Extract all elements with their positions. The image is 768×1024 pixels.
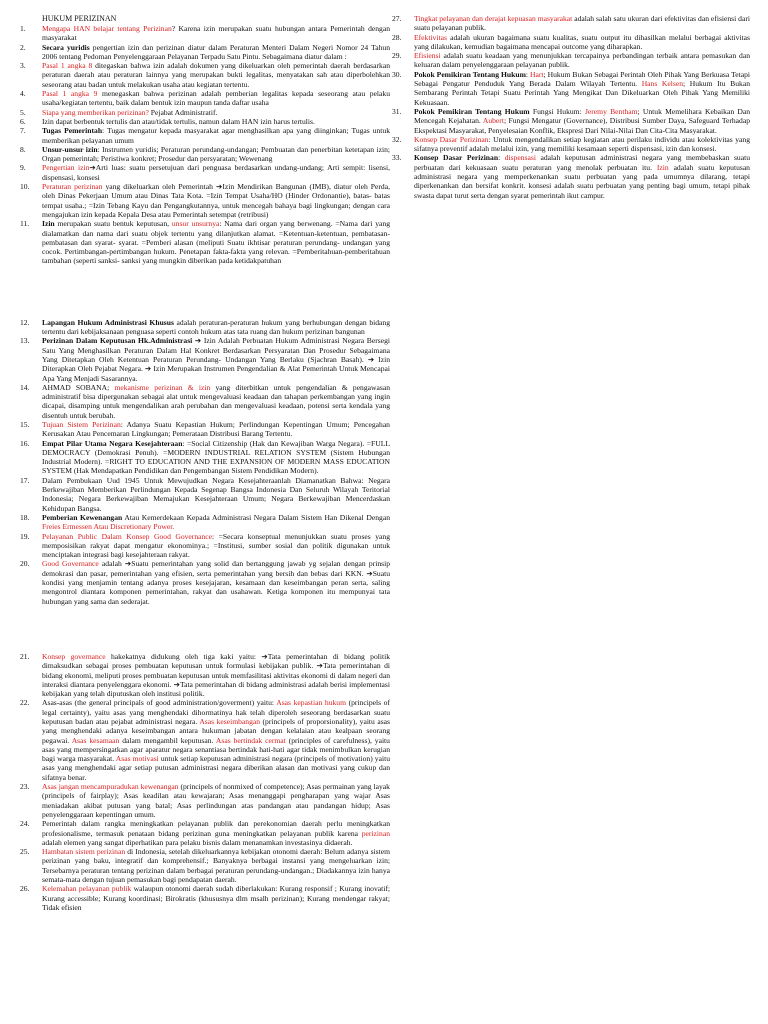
text-run: adalah suatu keputusan administrasi negara yang memperkenankan suatu perbuatan yang pada umumnya dilarang, tetapi diperkenankan dan bersifat konkrit. konsesi adalah suatu perbuatan yang penting bagi umum, tetapi pihak swasta dapat turut serta dengan syarat pemerintah ikut campur.: [414, 162, 750, 200]
text-run: ? Karena izin merupakan suatu hubungan antara Pemerintah dengan masyarakat: [42, 24, 391, 43]
item-number: 11.: [20, 219, 30, 229]
highlighted-term: Peraturan perizinan: [42, 182, 103, 192]
item-number: 21.: [20, 651, 30, 661]
item-text: [42, 117, 390, 126]
text-run: ditegaskan bahwa izin adalah dokumen yang dikeluarkan oleh pemerintah daerah berdasarkan peraturan daerah atau peraturan lainnya yang merupakan bukti legalitas, menyatakan sah atau diperbolehkan seseorang atau badan untuk melakukan usaha atau kegiatan tertentu.: [42, 61, 390, 89]
item-text: [414, 135, 750, 154]
text-run: hakekatnya didukung oleh tiga kaki yaitu: ➔Tata pemerintahan di bidang politik dimaksudkan sebagai proses pembuatan keputusan untuk formulasi kebijakan publik. ➔Tata pemerintahan di bidang ekonomi, meliputi proses pembuatan keputusan untuk memfasilitasi aktivitas ekonomi di dalam negeri dan interaksi diantara penyelenggara ekonomi. ➔Tata pemerintahan di bidang administrasi adalah berisi implementasi kebijakan yang telah diputuskan oleh institusi politik.: [42, 651, 391, 699]
right-column: [392, 14, 750, 200]
item-text: [42, 43, 390, 62]
item-number: 15.: [20, 419, 30, 429]
item-number: 25.: [20, 847, 30, 857]
item-number: 4.: [20, 89, 26, 99]
list-item: [20, 61, 390, 89]
text-run: menegaskan bahwa perizinan adalah pemberian legalitas kepada seseorang atau pelaku usaha/kegiatan tertentu, baik dalam bentuk izin maupun tanda daftar usaha: [42, 89, 390, 108]
list-item: [392, 51, 750, 70]
bold-term: Unsur-unsur izin: [42, 144, 98, 154]
text-run: adalah ukuran bagaimana suatu kualitas, suatu output itu dihasilkan melalui berbagai aktivitas yang dilakukan, kemudian bagaimana mencapai outcome yang diharapkan.: [414, 32, 750, 51]
item-text: [414, 14, 750, 33]
list-item: [20, 383, 390, 420]
item-number: 2.: [20, 42, 26, 52]
text-run: : =Secara konseptual menunjukkan suatu proses yang memposisikan rakyat dapat mengatur ekonominya.; =Institusi, sumber sosial dan politik digunakan untuk menciptakan integrasi bagi kesejahteraan rakyat.: [42, 531, 390, 560]
item-text: [42, 219, 390, 265]
text-run: di Indonesia, setelah dikeluarkannya kebijakan otonomi daerah: Belum adanya sistem perizinan yang baku, integratif dan komprehensif.; Banyaknya berbagai instansi yang mengeluarkan izin; Tersebarnya peraturan tentang perizinan dalam berbagai peraturan perundang-undangan.; Diadakannya izin hanya semata-mata dengan tujuan pemasukan bagi pendapatan daerah.: [42, 847, 390, 885]
list-item: [20, 532, 390, 560]
item-number: 5.: [20, 107, 26, 117]
item-text: [42, 383, 390, 420]
text-run: :: [525, 69, 531, 79]
item-text: [42, 782, 390, 819]
text-run: Dalam Pembukaan Uud 1945 Untuk Mewujudkan Negara Kesejahteraanlah Diamanatkan Bahwa: Negara Berkewajiban Memberikan Perlindungan Kepada Segenap Bangsa Indonesia Dan Seluruh Wilayah Teritorial Indonesia; Negara Berkewajiban Memajukan Kesejahteraan Umum; Negara Berkewajiban Mencerdaskan Kehidupan Bangsa.: [42, 475, 390, 513]
list-item: [20, 476, 390, 513]
text-run: yang diterbitkan untuk pengendalian & pengawasan administratif bisa dipergunakan sebagai alat untuk mengevaluasi keadaan dan tahapan perkembangan yang ingin dicapai, disamping untuk mengendalikan arah perubahan dan mengevaluasi keadaan, potensi serta kendala yang disentuh untuk berubah.: [42, 382, 391, 420]
bold-term: Pokok Pemikiran Tentang Hukum: [414, 69, 526, 79]
highlighted-term: Asas motivasi: [115, 754, 159, 764]
item-text: [42, 513, 390, 532]
text-run: AHMAD SOBANA;: [42, 382, 115, 392]
item-number: 13.: [20, 336, 30, 346]
highlighted-term: Jeremy Bentham: [584, 106, 638, 116]
text-run: : Tugas mengatur kepada masyarakat agar menghasilkan apa yang diinginkan; Tugas untuk memberikan pelayanan umum: [42, 126, 390, 145]
item-number: 7.: [20, 126, 26, 136]
text-run: (principels of nonmixed of competence); Asas permainan yang layak (principels of fairplay); Asas keadilan atau kewajaran; Asas menanggapi pengharapan yang wajar Asas meniadakan akibat putusan yang batal; Asas perlindungan atas pandangan atau pandangan hidup; Asas penyelenggaraan kepentingan umum.: [42, 782, 390, 819]
bold-term: Lapangan Hukum Administrasi Khusus: [42, 317, 174, 327]
text-run: : Instrumen yuridis; Peraturan perundang-undangan; Pembuatan dan penerbitan ketetapan izin; Organ pemerintah; Peristiwa konkret; Prosedur dan persyaratan; Wewenang: [42, 144, 391, 164]
highlighted-term: Hans Kelsen: [641, 79, 683, 89]
item-text: [414, 33, 750, 52]
text-run: untuk setiap keputusan administrasi negara (principels of motivation) yaitu asas yang menghendaki agar setiap putusan administrasi negara diberikan alasan dan motivasi yang cukup dan sifatnya benar.: [42, 754, 390, 782]
item-text: [42, 420, 390, 439]
highlighted-term: Aubert: [482, 116, 504, 126]
item-text: [42, 318, 390, 337]
item-text: [42, 336, 390, 382]
item-text: [42, 89, 390, 108]
text-run: adalah keputusan administrasi negara yang membebaskan suatu perbuatan dari kekuasaan suatu peraturan yang menolak perbuatan itu.: [414, 153, 750, 172]
list-item: [20, 819, 390, 847]
item-text: [42, 61, 390, 89]
list-item: [20, 117, 390, 126]
item-text: [42, 559, 390, 605]
list-item: [20, 513, 390, 532]
text-run: adalah elemen yang sangat diperhatikan para pelaku bisnis dalam menanamkan investasinya didaerah.: [42, 837, 353, 847]
list-item: [20, 182, 390, 219]
list-item: [392, 107, 750, 135]
text-run: adalah ➔Suatu pemerintahan yang solid dan bertanggung jawab yg sejalan dengan prinsip demokrasi dan pasar, pemerintahan yang efisien, serta pemerintahan yang bersih dan bebas dari KKN. ➔Suatu kondisi yang menjamin tentang adanya proses kesejajaran, kesamaan dan keseimbangan peran serta, saling mengontrol diantara komponen pemerintahan, rakyat dan usahawan. Ketiga komponen itu mempunyai tata hubungan yang sama dan sederajat.: [42, 559, 390, 606]
item-text: [42, 884, 390, 912]
list-item: [20, 336, 390, 382]
text-run: Izin dapat berbentuk tertulis dan atau/tidak tertulis, namun dalam HAN izin harus tertulis.: [42, 116, 315, 126]
list-item: [20, 847, 390, 884]
highlighted-term: Asas kesamaan: [71, 735, 120, 745]
list-item: [20, 126, 390, 145]
list-item: [20, 43, 390, 62]
text-run: ➔Arti luas: suatu persetujuan dari penguasa berdasarkan undang-undang; Arti sempit: lisensi, dispensasi, konsesi: [42, 163, 390, 182]
text-run: : =Social Citizenship (Hak dan Kewajiban Warga Negara). =FULL DEMOCRACY (Demokrasi Penuh). =MODERN INDUSTRIAL RELATION SYSTEM (Sistem Hubungan Industrial Modern). =RIGHT TO EDUCATION AND THE EXPANSION OF MODERN MASS EDUCATION SYSTEM (Hak Mendapatkan Pendidikan dan Pengembangan Sistem Pendidikan Modern).: [42, 438, 390, 476]
item-text: [42, 439, 390, 476]
item-number: 10.: [20, 182, 30, 192]
highlighted-term: unsur unsurnya: [171, 219, 220, 229]
highlighted-term: Hambatan sistem perizinan: [42, 847, 126, 857]
highlighted-term: Pengertian izin: [42, 163, 90, 173]
list-item: [20, 108, 390, 117]
item-number: 17.: [20, 475, 30, 485]
text-run: adalah suatu keadaan yang menunjukkan tercapainya perbandingan terbaik antara pemasukan dan keluaran dalam penyelenggaraan pelayanan publik.: [414, 51, 750, 70]
bold-term: Tugas Pemerintah: [42, 126, 103, 136]
item-text: [42, 532, 390, 560]
list-item: [20, 439, 390, 476]
text-run: Pejabat Administratif.: [148, 107, 218, 117]
item-text: [42, 126, 390, 145]
highlighted-term: Efisiensi: [414, 51, 441, 61]
item-text: [42, 108, 390, 117]
text-run: dalam mengambil keputusan.: [119, 735, 216, 745]
list-item: [20, 89, 390, 108]
item-text: [414, 153, 750, 199]
text-run: pengertian izin dan perizinan diatur dalam Peraturan Menteri Dalam Negeri Nomor 24 Tahun 2006 tentang Pedoman Penyelenggaraan Pelayanan Terpadu Satu Pintu. Sebagaimana diatur dalam :: [42, 42, 390, 61]
text-run: walaupun otonomi daerah sudah diberlakukan: Kurang responsif ; Kurang inovatif; Kurang accessible; Kurang koordinasi; Birokratis (khususnya dlm msalh perizinan); Kurang mendengar rakyat; Tidak efisien: [42, 884, 390, 912]
text-run: Fungsi Hukum:: [529, 106, 585, 116]
item-text: [414, 107, 750, 135]
highlighted-term: Izin: [656, 162, 669, 172]
bold-term: Secara yuridis: [42, 42, 90, 52]
item-number: 30.: [392, 69, 402, 79]
bold-term: Izin: [42, 219, 55, 229]
item-number: 8.: [20, 144, 26, 154]
text-run: : Adanya Suatu Kepastian Hukum; Perlindungan Kepentingan Umum; Pencegahan Kerusakan Atau Pencemaran Lingkungan; Pemerataan Distribusi Barang Tertentu.: [42, 419, 390, 439]
highlighted-term: Asas keseimbangan: [199, 717, 261, 726]
bold-term: Pemberian Kewenangan: [42, 512, 123, 522]
list-item: [20, 420, 390, 439]
item-number: 22.: [20, 698, 30, 708]
highlighted-term: Siapa yang memberikan perizinan?: [42, 107, 149, 117]
text-run: (principels of proporsionality), yaitu asas yang menghendaki adanya keseimbangan antara hukuman jabatan dengan kelalaian atau kealpaan seorang pegawai.: [42, 717, 390, 745]
list-item: [20, 559, 390, 605]
list-item: [20, 318, 390, 337]
text-run: ➔ Izin Adalah Perbuatan Hukum Administrasi Negara Bersegi Satu Yang Menghasilkan Peraturan Dalam Hal Konkret Berdasarkan Persyaratan Dan Prosedur Sebagaimana Yang Ditetapkan Oleh Ketentuan Peraturan Perundang- Undangan Yang Berlaku (Sjachran Basah). ➔ Izin Diterapkan Oleh Pejabat Negara. ➔ Izin Merupakan Instrumen Pengendalian & Alat Pemerintah Untuk Mencapai Apa Yang Menjadi Sasarannya.: [42, 336, 390, 383]
item-number: 24.: [20, 819, 30, 829]
item-number: 3.: [20, 61, 26, 71]
item-number: 6.: [20, 116, 26, 126]
item-number: 31.: [392, 106, 402, 116]
item-number: 33.: [392, 153, 402, 163]
list-item: [392, 14, 750, 33]
item-text: [42, 24, 390, 43]
item-text: [42, 163, 390, 182]
highlighted-term: Asas bertindak cermat: [215, 735, 286, 745]
text-run: adalah peraturan-peraturan hukum yang berhubungan dengan bidang tertentu dari kebijaksanaan penguasa seperti contoh hukum atas tata ruang dan hukum perizinan bangunan: [42, 317, 390, 337]
highlighted-term: Kelemahan pelayanan publik: [42, 884, 132, 894]
item-number: 14.: [20, 382, 30, 392]
highlighted-term: Good Governance: [42, 559, 99, 569]
text-run: Pemerintah dalam rangka meningkatkan pelayanan publik dan perekonomian daerah perlu meningkatkan profesionalisme, termasuk penataan bidang perizinan guna meningkatkan pelayanan publik karena: [42, 819, 390, 838]
bold-term: Pokok Pemikiran Tentang Hukum: [414, 106, 530, 116]
bold-term: Konsep Dasar Perizinan: [414, 153, 499, 163]
highlighted-term: Mengapa HAN belajar tentang Perizinan: [42, 24, 172, 33]
item-text: [414, 70, 750, 107]
item-number: 16.: [20, 438, 30, 448]
text-run: adalah salah satu ukuran dari efektivitas dan efisiensi dari suatu pelayanan publik.: [414, 14, 750, 33]
list-item: [20, 145, 390, 164]
highlighted-term: Efektivitas: [414, 32, 447, 42]
text-run: : Untuk mengendalikan setiap kegiatan atau perilaku individu atau kolektivitas yang sifatnya preventif adalah melalui izin, yang memiliki kesamaan seperti dispensasi, izin dan konsesi.: [414, 134, 750, 154]
item-number: 20.: [20, 559, 30, 569]
text-run: Asas-asas (the general principals of good administration/goverment) yaitu:: [42, 698, 277, 708]
item-text: [42, 819, 390, 847]
item-number: 23.: [20, 782, 30, 792]
list-item: [20, 884, 390, 912]
item-text: [42, 698, 390, 782]
list-item: [392, 33, 750, 52]
list-item: [20, 163, 390, 182]
list-item: [20, 652, 390, 698]
item-text: [42, 476, 390, 513]
list-item: [20, 219, 390, 265]
text-run: :: [498, 153, 505, 163]
item-text: [42, 847, 390, 884]
item-number: 29.: [392, 51, 402, 61]
text-run: ; Hukum Bukan Sebagai Perintah Oleh Pihak Yang Berkuasa Tetapi Sebagai Pengatur Penduduk Yang Berada Dalam Wilayah Tertentu.: [414, 69, 750, 89]
highlighted-term: Konsep governance: [42, 651, 106, 661]
text-run: (principles of carefulness), yaitu asas yang mempersingatkan agar aparatur negara senantiasa bertindak hati-hati agar tidak menimbulkan kerugian bagi warga masyarakat.: [42, 735, 390, 764]
text-run: merupakan suatu bentuk keputusan,: [54, 219, 172, 229]
text-run: : Nama dari organ yang berwenang. =Nama dari yang dialamatkan dan nama dari suatu objek tertentu yang dilanjutkan alamat. =Ketentuan-ketentuan, pembatasan-pembatasan dan syarat- syarat. =Pemberi alasan (meliputi Suatu ikhtisar peraturan perundang- undangan yang cocok. Pertimbangan-pertimbangan hukum. Penetapan fakta-fakta yang relevan. =Pemberitahuan-pemberitahuan tambahan (seperti sanksi- sanksi yang mungkin diberikan pada ketidakpatuhan: [42, 219, 390, 266]
highlighted-term: Freies Ermessen Atau Discretionary Power.: [42, 522, 175, 532]
bold-term: Empat Pilar Utama Negara Kesejahteraan: [42, 438, 183, 448]
item-text: [42, 145, 390, 164]
item-number: 12.: [20, 317, 30, 327]
bold-term: Perizinan Dalam Keputusan Hk.Administrasi: [42, 336, 193, 346]
highlighted-term: Tujuan Sistem Perizinan: [42, 419, 121, 429]
highlighted-term: dispensasi: [504, 153, 536, 163]
highlighted-term: Tingkat pelayanan dan derajat kepuasan masyarakat: [414, 14, 573, 23]
item-number: 27.: [392, 14, 402, 23]
item-number: 1.: [20, 24, 26, 33]
item-text: [414, 51, 750, 70]
page-title: HUKUM PERIZINAN: [42, 14, 117, 23]
item-number: 28.: [392, 32, 402, 42]
text-run: ; Untuk Memelihara Kebaikan Dan Mencegah Kejahatan.: [414, 106, 751, 126]
highlighted-term: perizinan: [361, 828, 390, 838]
highlighted-term: Pasal 1 angka 9: [42, 89, 98, 99]
left-column: [20, 14, 390, 912]
item-text: [42, 182, 390, 219]
list-item: [20, 698, 390, 782]
item-number: 19.: [20, 531, 30, 541]
list-item: [392, 135, 750, 154]
highlighted-term: Hart: [530, 69, 544, 79]
list-item: [20, 24, 390, 43]
highlighted-term: Pelayanan Public Dalam Konsep Good Governance: [42, 531, 213, 541]
text-run: yang dikeluarkan oleh Pemerintah ➔Izin Mendirikan Bangunan (IMB), diatur oleh Perda, oleh Dinas Pekerjaan Umum atau Dinas Tata Kota. =Izin Tempat Usaha/HO (Hinder Ordonantie), batas- batas tempat usaha.; =Izin Tebang Kayu dan Pengangkutannya, untuk mencegah bahaya bagi lingkungan; dengan cara mengajukan izin kepada Kepala Desa atau Pemerintah setempat (retribusi): [42, 182, 390, 219]
item-text: [42, 652, 390, 698]
text-run: ; Hukum Itu Bukan Sembarang Perintah Tetapi Suatu Perintah Yang Mengikat Dan Dikeluarkan Oleh Pihak Yang Memiliki Kekuasaan.: [414, 79, 750, 107]
item-number: 32.: [392, 134, 402, 144]
section-gap: [20, 606, 390, 652]
item-number: 26.: [20, 884, 30, 894]
highlighted-term: Konsep Dasar Perizinan: [414, 134, 489, 144]
text-run: ; Fungsi Mengatur (Governance), Distribusi Sumber Daya, Safeguard Terhadap Ekspektasi Masyarakat, Penyelesaian Konflik, Ekspresi Dari Nilai-Nilai Dan Cita-Cita Masyarakat.: [414, 116, 750, 135]
highlighted-term: Pasal 1 angka 8: [42, 61, 93, 71]
list-item: [20, 782, 390, 819]
text-run: Atau Kemerdekaan Kepada Administrasi Negara Dalam Sistem Han Dikenal Dengan: [122, 512, 390, 522]
section-gap: [20, 266, 390, 318]
item-number: 9.: [20, 163, 26, 173]
list-item: [392, 153, 750, 199]
item-number: 18.: [20, 512, 30, 522]
text-run: (principels of legal certainty), yaitu asas yang menghendaki dihormatinya hak telah diperoleh seseorang berdasarkan suatu keputusan badan atau pejabat administrasi negara.: [42, 698, 390, 726]
highlighted-term: Asas kepastian hukum: [276, 698, 346, 708]
list-item: [392, 70, 750, 107]
highlighted-term: Asas jangan mencampuradukan kewenangan: [42, 782, 179, 792]
highlighted-term: mekanisme perizinan & izin: [114, 382, 211, 392]
